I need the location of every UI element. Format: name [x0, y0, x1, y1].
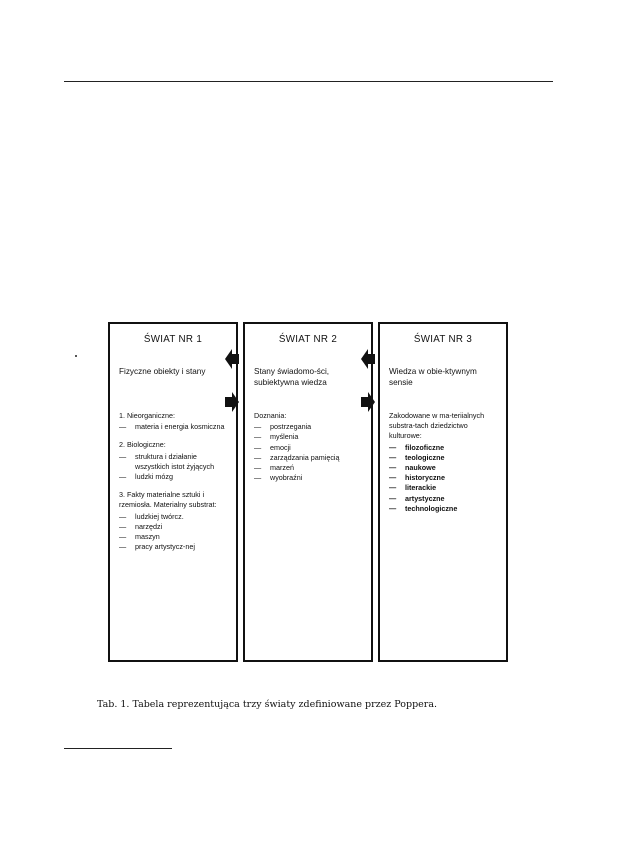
dash-bullet: —: [389, 452, 397, 462]
list-item: — historyczne: [389, 473, 445, 483]
list-item: — wyobraźni: [254, 473, 303, 483]
dash-bullet: —: [254, 432, 262, 442]
scan-speck: [75, 355, 77, 357]
dash-bullet: —: [254, 422, 262, 432]
dash-bullet: —: [389, 483, 397, 493]
panel-subtitle: Fizyczne obiekty i stany: [119, 366, 206, 376]
list-item: — naukowe: [389, 463, 436, 472]
dash-bullet: —: [254, 463, 262, 472]
panel-title: ŚWIAT NR 2: [278, 334, 338, 345]
dash-bullet: —: [254, 452, 262, 462]
section-inorganic: [119, 411, 227, 432]
panel-world-3: [378, 322, 508, 662]
section-material-facts: [119, 490, 227, 552]
list-item: — technologiczne: [389, 503, 458, 513]
dash-bullet: —: [119, 472, 127, 481]
list-item: — maszyn: [119, 532, 160, 542]
list-item: — myślenia: [254, 432, 299, 442]
section-heading: Doznania:: [254, 410, 287, 420]
arrow-left-icon: [225, 349, 239, 369]
dash-bullet: —: [119, 451, 127, 461]
section-heading: 1. Nieorganiczne:: [119, 410, 175, 420]
dash-bullet: —: [119, 422, 127, 432]
list-item: — narzędzi: [119, 521, 163, 531]
list-item: — struktura i działanie wszystkich istot żyjących: [119, 451, 215, 471]
dash-bullet: —: [389, 473, 397, 483]
panel-subtitle: Wiedza w obie-ktywnym sensie: [389, 366, 477, 387]
arrow-left-icon: [361, 349, 375, 369]
list-item: — literackie: [389, 483, 437, 493]
table-caption: Tab. 1. Tabela reprezentująca trzy światy zdefiniowane przez Poppera.: [97, 699, 438, 710]
section-cultural-heritage: [389, 411, 497, 514]
list-item: — teologiczne: [389, 452, 445, 462]
section-biological: [119, 440, 227, 482]
arrow-right-icon: [361, 392, 375, 412]
dash-bullet: —: [119, 511, 127, 521]
list-item: — postrzegania: [254, 422, 312, 432]
footnote-rule: [64, 748, 172, 749]
dash-bullet: —: [389, 493, 397, 503]
section-heading: Zakodowane w ma-teriialnych substra-tach dziedzictwo kulturowe:: [389, 410, 485, 441]
list-item: — materia i energia kosmiczna: [119, 422, 225, 432]
section-heading: 3. Fakty materialne sztuki i rzemiosła. Materialny substrat:: [119, 490, 217, 510]
arrow-right-icon: [225, 392, 239, 412]
list-item: — ludzki mózg: [119, 472, 173, 481]
dash-bullet: —: [254, 473, 262, 483]
dash-bullet: —: [119, 532, 127, 542]
dash-bullet: —: [254, 442, 262, 452]
dash-bullet: —: [389, 503, 397, 513]
panel-world-2: [243, 322, 373, 662]
list-item: — marzeń: [254, 463, 294, 472]
panel-title: ŚWIAT NR 1: [143, 334, 203, 345]
dash-bullet: —: [389, 463, 397, 472]
section-sensations: [254, 411, 362, 484]
list-item: — emocji: [254, 442, 291, 452]
list-item: — pracy artystycz-nej: [119, 542, 195, 552]
panel-subtitle: Stany świadomo-ści, subiektywna wiedza: [254, 366, 330, 387]
list-item: — artystyczne: [389, 493, 445, 503]
list-item: — zarządzania pamięcią: [254, 452, 340, 462]
list-item: — ludzkiej twórcz.: [119, 511, 184, 521]
list-item: — filozoficzne: [389, 442, 445, 452]
panel-title: ŚWIAT NR 3: [413, 334, 473, 345]
section-heading: 2. Biologiczne:: [119, 440, 166, 450]
dash-bullet: —: [119, 521, 127, 531]
dash-bullet: —: [119, 542, 127, 552]
panel-world-1: [108, 322, 238, 662]
dash-bullet: —: [389, 442, 397, 452]
top-rule: [64, 81, 553, 82]
